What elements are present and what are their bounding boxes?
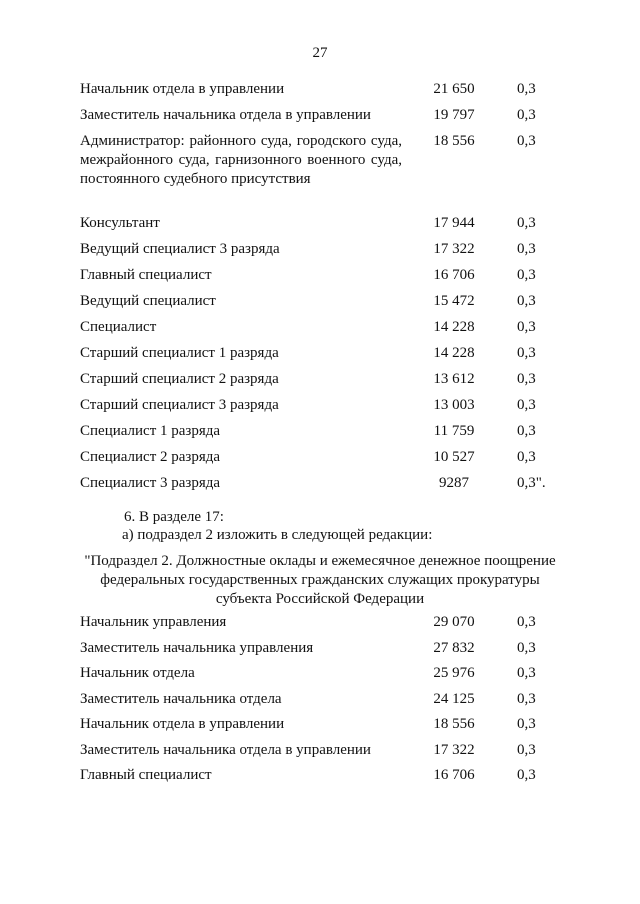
table-row <box>80 396 560 422</box>
position-name: Заместитель начальника управления <box>80 639 314 656</box>
position-name: Начальник управления <box>80 614 227 630</box>
coefficient-value: 0,3". <box>517 475 546 491</box>
position-name: Главный специалист <box>80 267 212 283</box>
position-name: Старший специалист 3 разряда <box>80 397 279 413</box>
salary-value: 9287 <box>439 475 469 491</box>
position-name: Заместитель начальника отдела <box>80 690 282 707</box>
position-name: Начальник отдела в управлении <box>80 716 285 732</box>
coefficient-value: 0,3 <box>517 639 536 656</box>
page-number: 27 <box>312 45 328 61</box>
salary-value: 18 556 <box>433 133 475 149</box>
table-row <box>80 664 560 690</box>
table-row <box>80 370 560 396</box>
table-row <box>80 690 560 716</box>
position-name: Начальник отдела в управлении <box>80 81 285 97</box>
salary-value: 27 832 <box>433 639 475 656</box>
coefficient-value: 0,3 <box>517 241 536 257</box>
position-name: Главный специалист <box>80 767 212 783</box>
salary-value: 17 322 <box>433 241 475 257</box>
table-row <box>80 422 560 448</box>
position-name: Старший специалист 2 разряда <box>80 371 279 387</box>
salary-value: 13 612 <box>433 371 475 387</box>
table-row <box>80 214 560 240</box>
salary-value: 10 527 <box>433 449 475 465</box>
coefficient-value: 0,3 <box>517 133 536 149</box>
salary-value: 21 650 <box>433 81 475 97</box>
coefficient-value: 0,3 <box>517 215 536 231</box>
coefficient-value: 0,3 <box>517 449 536 465</box>
position-name: Консультант <box>80 215 160 231</box>
position-name: Администратор: районного суда, городского суда, межрайонного суда, гарнизонного военного суда, постоянного судебного присутствия <box>80 133 402 187</box>
table-row <box>80 639 560 665</box>
position-name: Ведущий специалист <box>80 293 216 309</box>
table-row <box>80 106 560 132</box>
coefficient-value: 0,3 <box>517 741 536 758</box>
salary-value: 16 706 <box>433 767 475 783</box>
salary-value: 17 322 <box>433 741 475 758</box>
position-name: Специалист 2 разряда <box>80 449 221 465</box>
table-row <box>80 448 560 474</box>
salary-value: 17 944 <box>433 215 475 231</box>
coefficient-value: 0,3 <box>517 345 536 361</box>
subsection-title: "Подраздел 2. Должностные оклады и ежемесячное денежное поощрение федеральных государственных гражданских служащих прокуратуры субъекта Российской Федерации <box>84 553 556 607</box>
table-row <box>80 715 560 741</box>
position-name: Начальник отдела <box>80 665 195 681</box>
table-row <box>80 240 560 266</box>
salary-value: 25 976 <box>433 665 475 681</box>
salary-table-prosecutor <box>80 613 560 792</box>
table-row <box>80 266 560 292</box>
salary-value: 19 797 <box>433 107 475 123</box>
table-row <box>80 318 560 344</box>
salary-value: 14 228 <box>433 345 475 361</box>
salary-value: 29 070 <box>433 614 475 630</box>
paragraph-section-17: 6. В разделе 17: <box>124 509 224 525</box>
coefficient-value: 0,3 <box>517 614 536 630</box>
coefficient-value: 0,3 <box>517 293 536 309</box>
coefficient-value: 0,3 <box>517 716 536 732</box>
position-name: Старший специалист 1 разряда <box>80 345 279 361</box>
position-name: Заместитель начальника отдела в управлении <box>80 741 371 758</box>
position-name: Ведущий специалист 3 разряда <box>80 241 280 257</box>
table-row <box>80 344 560 370</box>
salary-value: 18 556 <box>433 716 475 732</box>
salary-value: 11 759 <box>433 423 475 439</box>
table-row <box>80 132 560 214</box>
table-row <box>80 741 560 767</box>
salary-value: 15 472 <box>433 293 475 309</box>
position-name: Специалист 1 разряда <box>80 423 221 439</box>
table-row <box>80 80 560 106</box>
position-name: Специалист <box>80 319 157 335</box>
coefficient-value: 0,3 <box>517 81 536 97</box>
table-row <box>80 613 560 639</box>
coefficient-value: 0,3 <box>517 107 536 123</box>
salary-value: 16 706 <box>433 267 475 283</box>
salary-table-courts <box>80 80 560 500</box>
salary-value: 14 228 <box>433 319 475 335</box>
coefficient-value: 0,3 <box>517 767 536 783</box>
table-row <box>80 766 560 792</box>
paragraph-subsection-2: а) подраздел 2 изложить в следующей редакции: <box>122 527 433 543</box>
table-row <box>80 292 560 318</box>
coefficient-value: 0,3 <box>517 267 536 283</box>
coefficient-value: 0,3 <box>517 371 536 387</box>
coefficient-value: 0,3 <box>517 423 536 439</box>
salary-value: 13 003 <box>433 397 475 413</box>
salary-value: 24 125 <box>433 690 475 707</box>
coefficient-value: 0,3 <box>517 319 536 335</box>
coefficient-value: 0,3 <box>517 397 536 413</box>
table-row <box>80 474 560 500</box>
position-name: Заместитель начальника отдела в управлении <box>80 107 371 123</box>
coefficient-value: 0,3 <box>517 665 536 681</box>
position-name: Специалист 3 разряда <box>80 475 221 491</box>
coefficient-value: 0,3 <box>517 690 536 707</box>
